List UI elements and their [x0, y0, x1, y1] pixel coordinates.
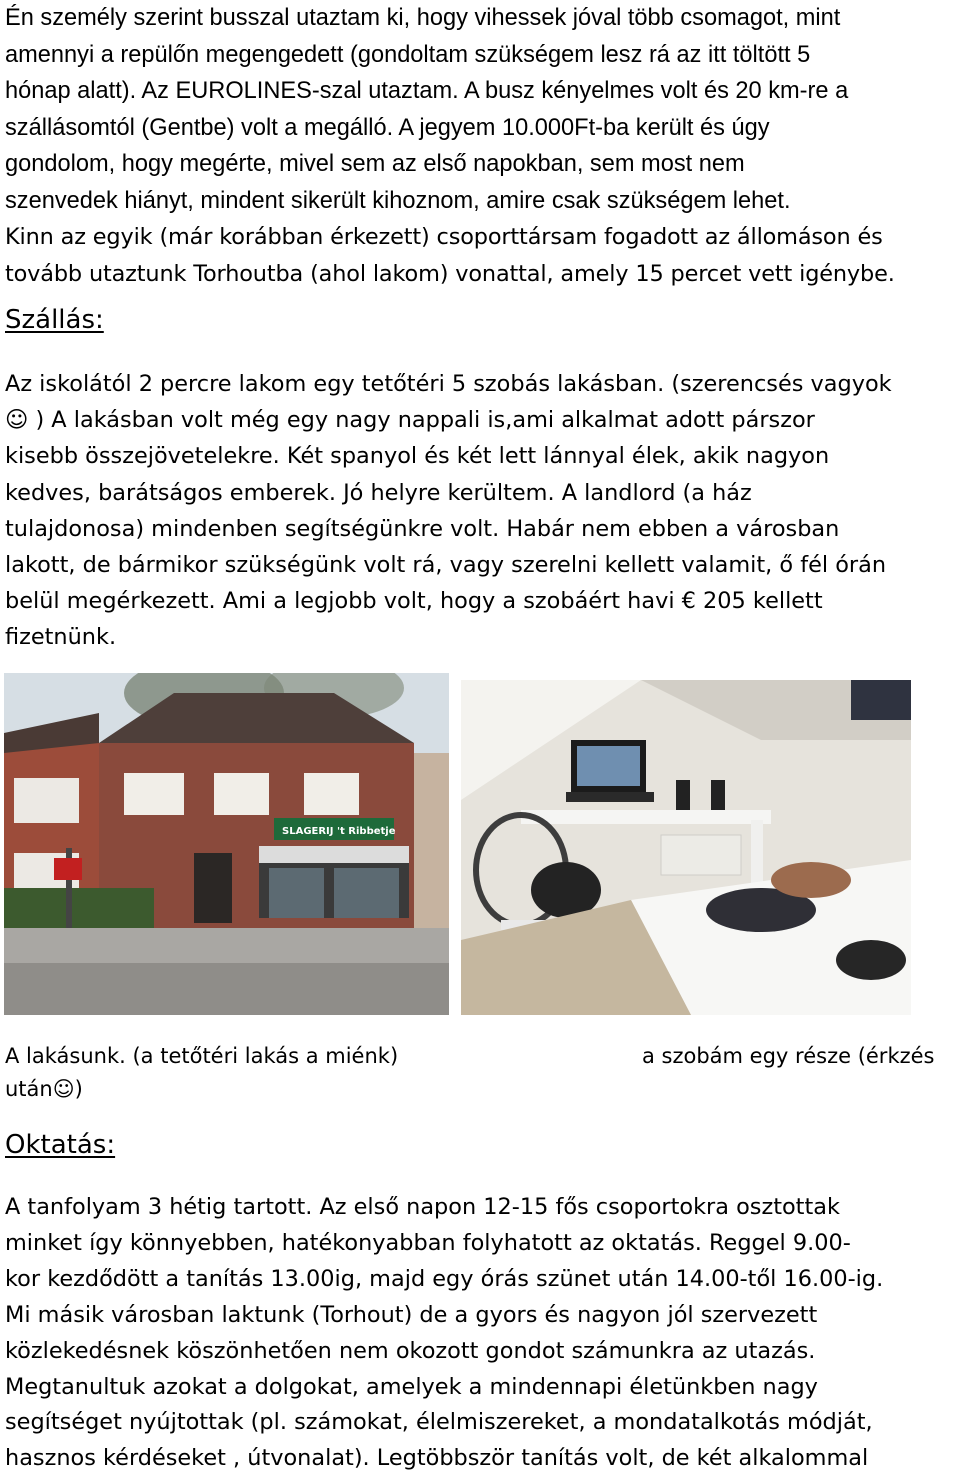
- caption-room: a szobám egy része (érkzés: [642, 1044, 935, 1068]
- paragraph-line: fizetnünk.: [5, 624, 117, 651]
- paragraph-line: tovább utaztunk Torhoutba (ahol lakom) vonattal, amely 15 percet vett igénybe.: [5, 260, 895, 287]
- paragraph-line: szállásomtól (Gentbe) volt a megálló. A jegyem 10.000Ft-ba került és úgy: [5, 114, 770, 141]
- paragraph-line: közlekedésnek köszönhetően nem okozott gondot számunkra az utazás.: [5, 1337, 816, 1364]
- heading-education: Oktatás:: [5, 1130, 116, 1160]
- paragraph-accommodation: [5, 366, 957, 656]
- paragraph-line: segítséget nyújtottak (pl. számokat, élelmiszereket, a mondatalkotás módját,: [5, 1409, 873, 1436]
- paragraph-line: szenvedek hiányt, mindent sikerült kihoznom, amire csak szükségem lehet.: [5, 187, 791, 214]
- paragraph-line: Az iskolától 2 percre lakom egy tetőtéri 5 szobás lakásban. (szerencsés vagyok: [5, 371, 892, 397]
- paragraph-line: Kinn az egyik (már korábban érkezett) csoporttársam fogadott az állomáson és: [5, 224, 883, 250]
- paragraph-education: [5, 1190, 957, 1477]
- paragraph-line: Megtanultuk azokat a dolgokat, amelyek a mindennapi életünkben nagy: [5, 1373, 818, 1400]
- paragraph-line: Mi másik városban laktunk (Torhout) de a gyors és nagyon jól szervezett: [5, 1301, 818, 1328]
- paragraph-line: amennyi a repülőn megengedett (gondoltam szükségem lesz rá az itt töltött 5: [5, 41, 811, 68]
- paragraph-line: lakott, de bármikor szükségünk volt rá, vagy szerelni kellett valamit, ő fél órán: [5, 552, 887, 579]
- paragraph-line: ☺ ) A lakásban volt még egy nagy nappali is,ami alkalmat adott párszor: [5, 407, 815, 434]
- heading-accommodation: Szállás:: [5, 305, 104, 335]
- paragraph-line: Én személy szerint busszal utaztam ki, hogy vihessek jóval több csomagot, mint: [5, 5, 841, 31]
- paragraph-line: tulajdonosa) mindenben segítségünkre volt. Habár nem ebben a városban: [5, 515, 840, 542]
- paragraph-line: kedves, barátságos emberek. Jó helyre kerültem. A landlord (a ház: [5, 479, 752, 506]
- paragraph-travel: [5, 0, 957, 292]
- paragraph-line: kisebb összejövetelekre. Két spanyol és két lett lánnyal élek, akik nagyon: [5, 443, 830, 470]
- house-photo: [4, 673, 449, 1015]
- paragraph-line: hasznos kérdéseket , útvonalat). Legtöbbször tanítás volt, de két alkalommal: [5, 1445, 869, 1472]
- caption-house-continued: után☺): [5, 1077, 83, 1101]
- room-photo: [461, 680, 911, 1015]
- paragraph-line: hónap alatt). Az EUROLINES-szal utaztam. A busz kényelmes volt és 20 km-re a: [5, 78, 849, 104]
- caption-house: A lakásunk. (a tetőtéri lakás a miénk): [5, 1044, 399, 1068]
- paragraph-line: gondolom, hogy megérte, mivel sem az első napokban, sem most nem: [5, 151, 745, 177]
- paragraph-line: belül megérkezett. Ami a legjobb volt, hogy a szobáért havi € 205 kellett: [5, 588, 823, 615]
- paragraph-line: A tanfolyam 3 hétig tartott. Az első napon 12-15 fős csoportokra osztottak: [5, 1194, 840, 1220]
- paragraph-line: kor kezdődött a tanítás 13.00ig, majd egy órás szünet után 14.00-től 16.00-ig.: [5, 1265, 884, 1292]
- paragraph-line: minket így könnyebben, hatékonyabban folyhatott az oktatás. Reggel 9.00-: [5, 1229, 851, 1256]
- shop-sign-text: SLAGERIJ 't Ribbetje: [282, 826, 396, 837]
